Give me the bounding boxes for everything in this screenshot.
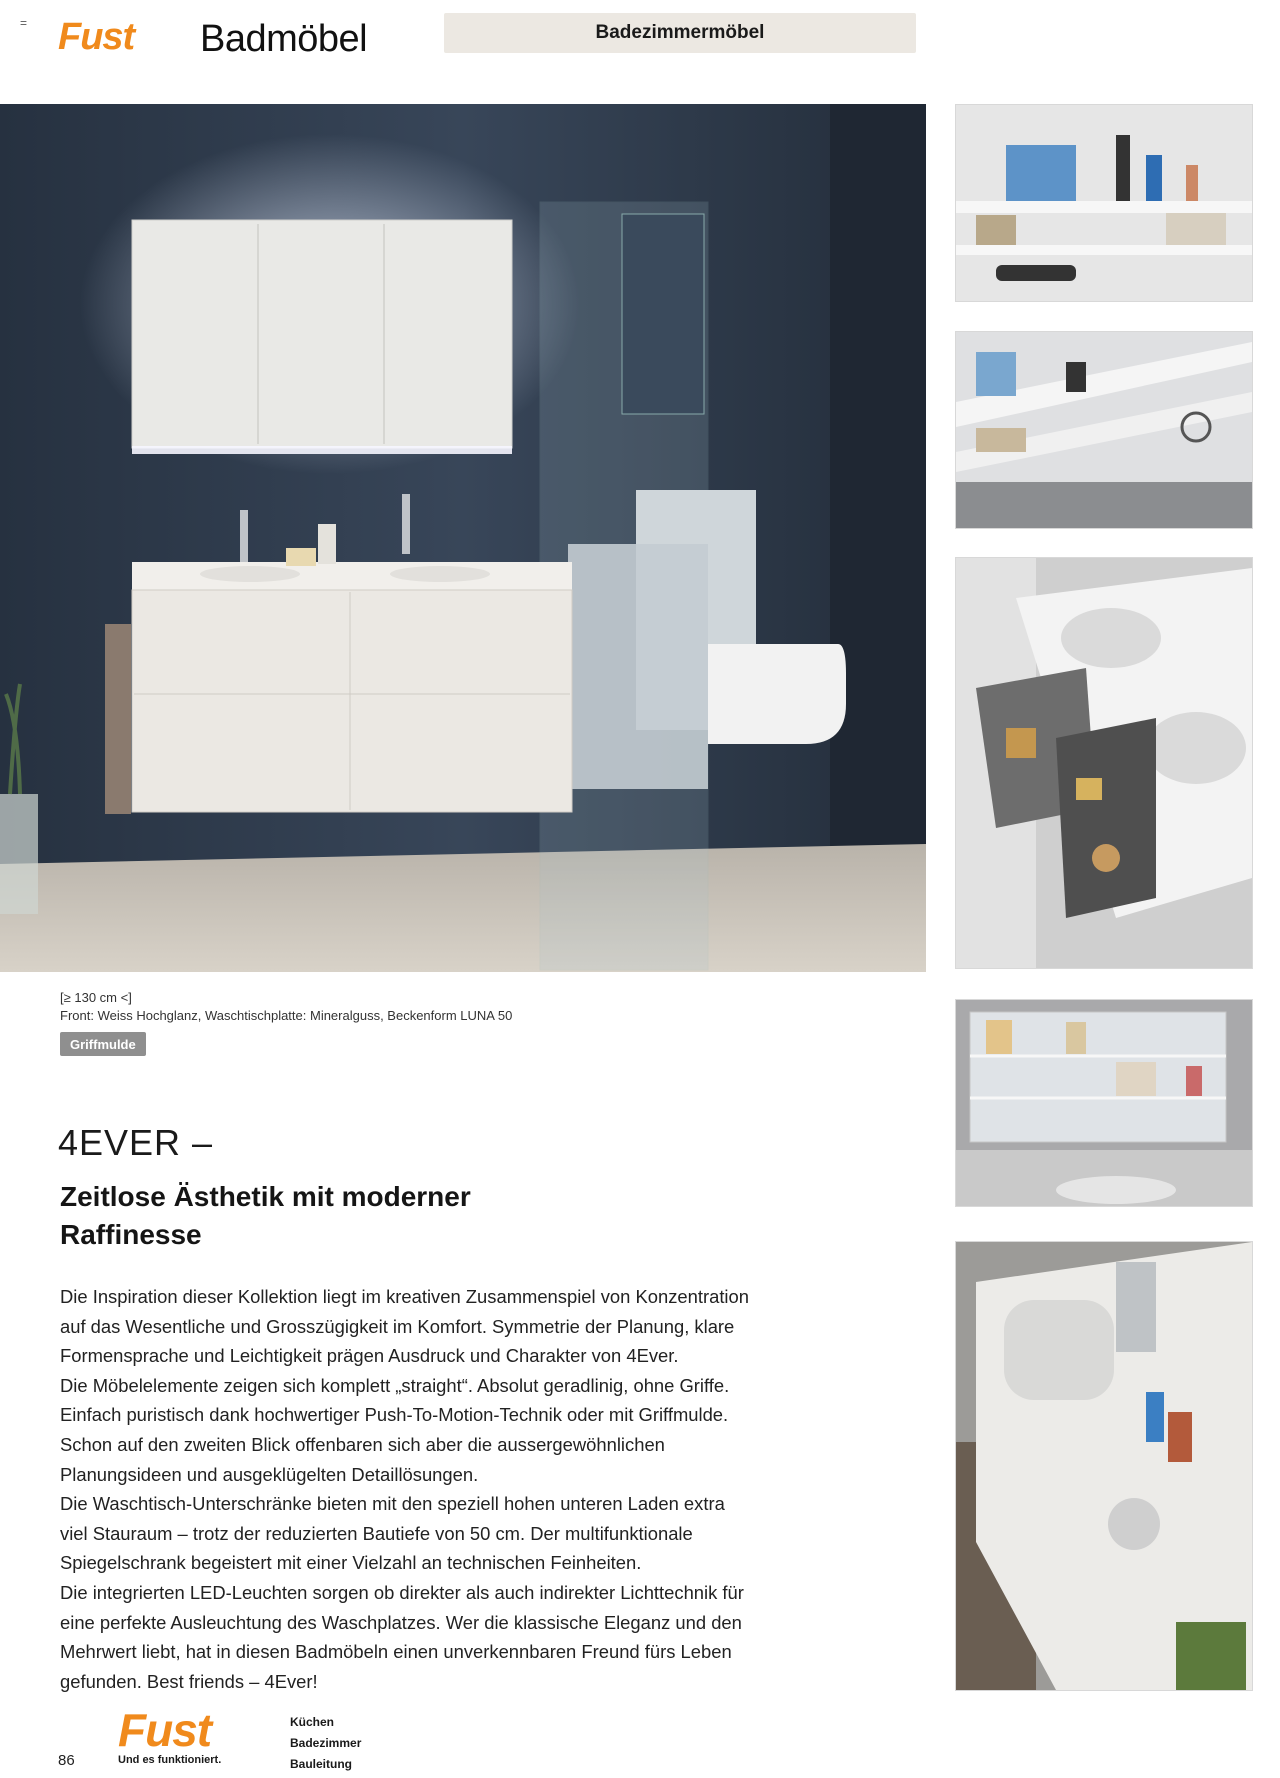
body-line: Planungsideen und ausgeklügelten Detaillösungen. [60,1463,479,1485]
mirror-cabinet-illustration [956,1000,1252,1206]
body-line: eine perfekte Ausleuchtung des Waschplatzes. Wer die klassische Eleganz und den [60,1611,742,1633]
footer-fust-logo[interactable]: Fust [118,1704,212,1756]
article-body [60,1282,920,1696]
body-line: auf das Wesentliche und Grosszügigkeit im Komfort. Symmetrie der Planung, klare [60,1315,735,1337]
subtitle-line-2: Raffinesse [60,1219,202,1250]
article-subtitle [60,1178,620,1254]
thumbnail-washbasin-top [955,1241,1253,1691]
thumbnail-mirror-shelf [955,331,1253,529]
footer-link-bauleitung[interactable]: Bauleitung [290,1757,352,1771]
section-title: Badmöbel [200,18,368,60]
body-line: Die integrierten LED-Leuchten sorgen ob direkter als auch indirekter Lichttechnik für [60,1581,744,1603]
footer-link-kuechen[interactable]: Küchen [290,1715,335,1729]
body-line: Formensprache und Leichtigkeit prägen Ausdruck und Charakter von 4Ever. [60,1345,679,1367]
bathroom-illustration [0,104,926,972]
page-number: 86 [58,1752,75,1769]
subtitle-line-1: Zeitlose Ästhetik mit moderner [60,1181,471,1212]
article-title: 4EVER – [58,1122,214,1163]
washbasin-illustration [956,1242,1252,1690]
body-line: Einfach puristisch dank hochwertiger Push-To-Motion-Technik oder mit Griffmulde. [60,1404,729,1426]
fust-logo[interactable]: Fust [58,16,135,58]
thumbnail-mirror-cabinet [955,999,1253,1207]
caption-dimension: [≥ 130 cm <] [60,990,132,1005]
category-label: Badezimmermöbel [595,22,765,43]
body-line: Die Waschtisch-Unterschränke bieten mit den speziell hohen unteren Laden extra [60,1493,725,1515]
drawers-illustration [956,558,1252,968]
body-line: viel Stauraum – trotz der reduzierten Bautiefe von 50 cm. Der multifunktionale [60,1522,693,1544]
body-line: Die Inspiration dieser Kollektion liegt im kreativen Zusammenspiel von Konzentration [60,1286,749,1307]
body-line: Schon auf den zweiten Blick offenbaren sich aber die aussergewöhnlichen [60,1433,665,1455]
body-line: Die Möbelelemente zeigen sich komplett „straight“. Absolut geradlinig, ohne Griffe. [60,1374,730,1396]
thumbnail-shelf-products [955,104,1253,302]
category-bar [444,13,916,53]
caption-specs: Front: Weiss Hochglanz, Waschtischplatte: Mineralguss, Beckenform LUNA 50 [60,1008,513,1023]
shelf-illustration [956,105,1252,301]
body-line: gefunden. Best friends – 4Ever! [60,1670,318,1692]
footer-link-badezimmer[interactable]: Badezimmer [290,1736,362,1750]
griffmulde-badge: Griffmulde [60,1032,146,1056]
footer-slogan: Und es funktioniert. [118,1754,222,1766]
thumbnail-drawers [955,557,1253,969]
page-marker: = [20,16,28,30]
body-line: Mehrwert liebt, hat in diesen Badmöbeln einen unverkennbaren Freund fürs Leben [60,1641,732,1663]
main-bathroom-photo [0,104,926,972]
body-line: Spiegelschrank begeistert mit einer Vielzahl an technischen Feinheiten. [60,1552,642,1574]
footer-links [290,1712,361,1775]
mirror-shelf-illustration [956,332,1252,528]
